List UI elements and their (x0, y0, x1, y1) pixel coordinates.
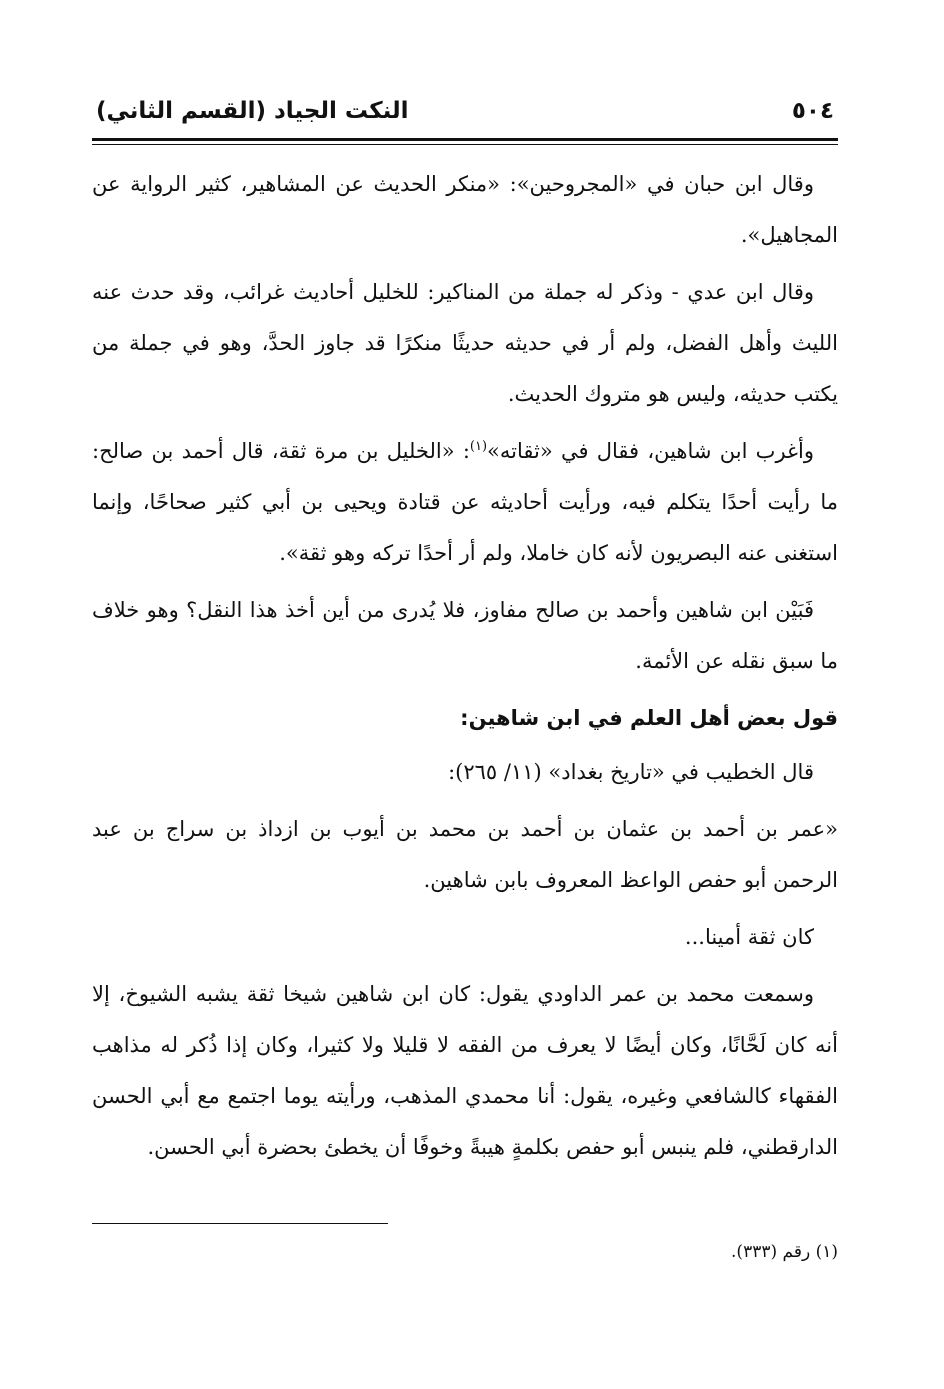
paragraph-dawudi: وسمعت محمد بن عمر الداودي يقول: كان ابن شاهين شيخا ثقة يشبه الشيوخ، إلا أنه كان لَحَّانًا، وكان أيضًا لا يعرف من الفقه لا قليلا ولا كثيرا، وكان إذا ذُكر له مذاهب الفقهاء كالشافعي وغيره، يقول: أنا محمدي المذهب، ورأيته يوما اجتمع مع أبي الحسن الدارقطني، فلم ينبس أبو حفص بكلمةٍ هيبةً وخوفًا أن يخطئ بحضرة أبي الحسن. (92, 982, 838, 1159)
paragraph-ibn-adi: وقال ابن عدي - وذكر له جملة من المناكير: للخليل أحاديث غرائب، وقد حدث عنه الليث وأهل الفضل، ولم أر في حديثه حديثًا منكرًا قد جاوز الحدَّ، وهو في جملة من يكتب حديثه، وليس هو متروك الحديث. (92, 280, 838, 406)
header-rule-thin (92, 144, 838, 145)
paragraph-mafawiz: فَبَيْن ابن شاهين وأحمد بن صالح مفاوز، فلا يُدرى من أين أخذ هذا النقل؟ وهو خلاف ما سبق نقله عن الأئمة. (92, 598, 838, 673)
paragraph-ibn-hibban: وقال ابن حبان في «المجروحين»: «منكر الحديث عن المشاهير، كثير الرواية عن المجاهيل». (92, 172, 838, 247)
page-header (92, 88, 838, 134)
paragraph-text-after-ref: : «الخليل بن مرة ثقة، قال أحمد بن صالح: ما رأيت أحدًا يتكلم فيه، ورأيت أحاديثه عن قتادة ويحيى بن أبي كثير صحاحًا، وإنما استغنى عنه البصريون لأنه كان خاملا، ولم أر أحدًا تركه وهو ثقة». (92, 439, 838, 565)
footnote-separator (92, 1223, 388, 1224)
page-number: ٥٠٤ (791, 98, 834, 124)
footnote: (١) رقم (٣٣٣). (731, 1242, 838, 1262)
section-heading: قول بعض أهل العلم في ابن شاهين: (460, 706, 838, 730)
book-page (92, 88, 838, 1328)
paragraph-ibn-shahin-thiqat (92, 426, 838, 579)
running-title: النكت الجياد (القسم الثاني) (96, 98, 409, 124)
header-rule-thick (92, 138, 838, 141)
paragraph-text-before-ref: وأغرب ابن شاهين، فقال في «ثقاته» (487, 439, 814, 463)
footnote-reference: (١) (469, 439, 488, 454)
main-text (92, 159, 838, 1173)
quote-body: «عمر بن أحمد بن عثمان بن أحمد بن محمد بن أيوب بن ازداذ بن سراج بن عبد الرحمن أبو حفص الواعظ المعروف بابن شاهين. (92, 817, 838, 892)
quote-intro: قال الخطيب في «تاريخ بغداد» (١١/ ٢٦٥): (448, 760, 814, 784)
quote-short: كان ثقة أمينا... (684, 925, 814, 949)
